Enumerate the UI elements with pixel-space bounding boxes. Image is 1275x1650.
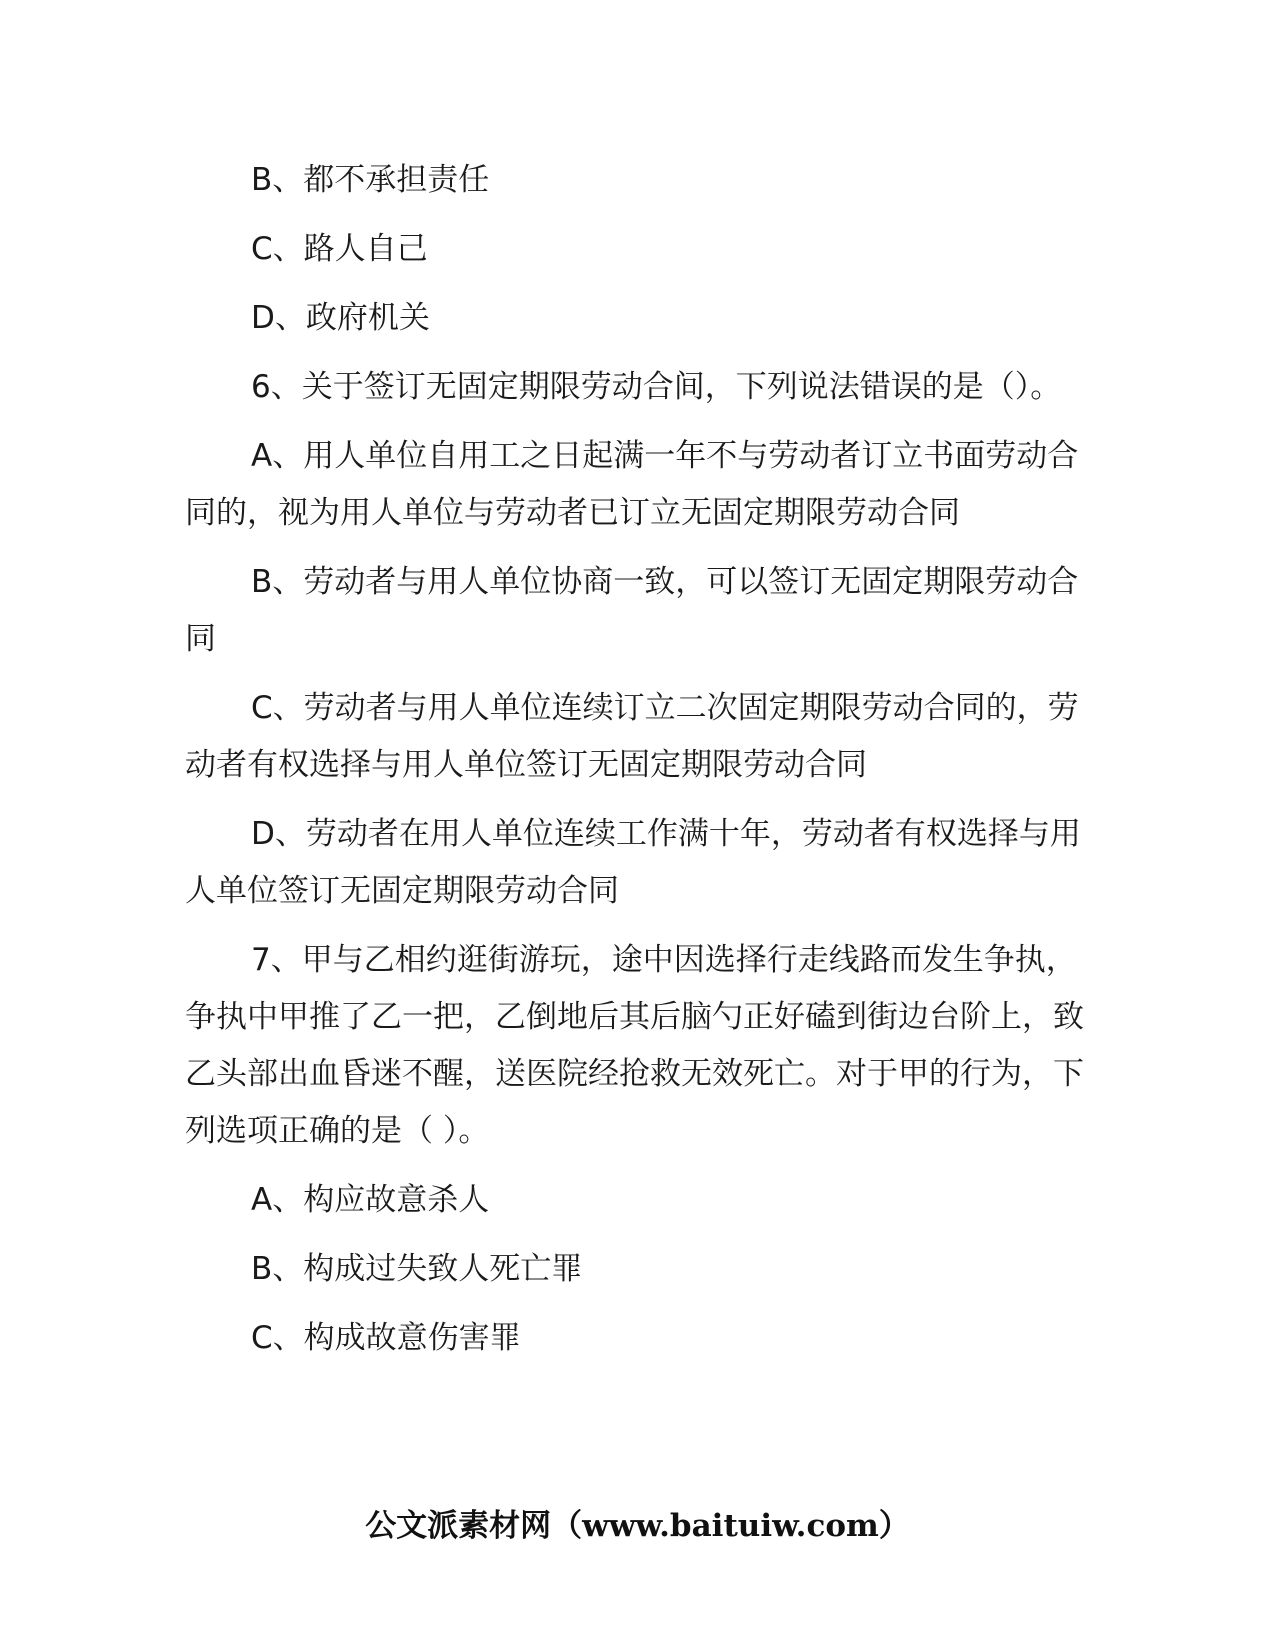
option-d-prev: D、政府机关: [251, 300, 430, 336]
q6-option-a: A、用人单位自用工之日起满一年不与劳动者订立书面劳动合同的，视为用人单位与劳动者已订立无固定期限劳动合同: [185, 438, 1079, 531]
page-footer: 公文派素材网（www.baituiw.com）: [365, 1508, 910, 1544]
q7-option-c: C、构成故意伤害罪: [251, 1320, 521, 1356]
q6-option-b: B、劳动者与用人单位协商一致，可以签订无固定期限劳动合同: [185, 564, 1079, 657]
q7-option-a: A、构应故意杀人: [251, 1182, 490, 1218]
q7-option-b: B、构成过失致人死亡罪: [251, 1251, 583, 1287]
q6-option-d: D、劳动者在用人单位连续工作满十年，劳动者有权选择与用人单位签订无固定期限劳动合同: [185, 816, 1081, 909]
document-body: [185, 152, 1085, 1379]
question-6: 6、关于签订无固定期限劳动合间，下列说法错误的是（）。: [251, 369, 1062, 405]
q6-option-c: C、劳动者与用人单位连续订立二次固定期限劳动合同的，劳动者有权选择与用人单位签订无固定期限劳动合同: [185, 690, 1079, 783]
option-c-prev: C、路人自己: [251, 231, 428, 267]
option-b-prev: B、都不承担责任: [251, 162, 490, 198]
question-7: 7、甲与乙相约逛街游玩，途中因选择行走线路而发生争执，争执中甲推了乙一把，乙倒地后其后脑勺正好磕到街边台阶上，致乙头部出血昏迷不醒，送医院经抢救无效死亡。对于甲的行为，下列选项正确的是（ ）。: [185, 942, 1084, 1149]
